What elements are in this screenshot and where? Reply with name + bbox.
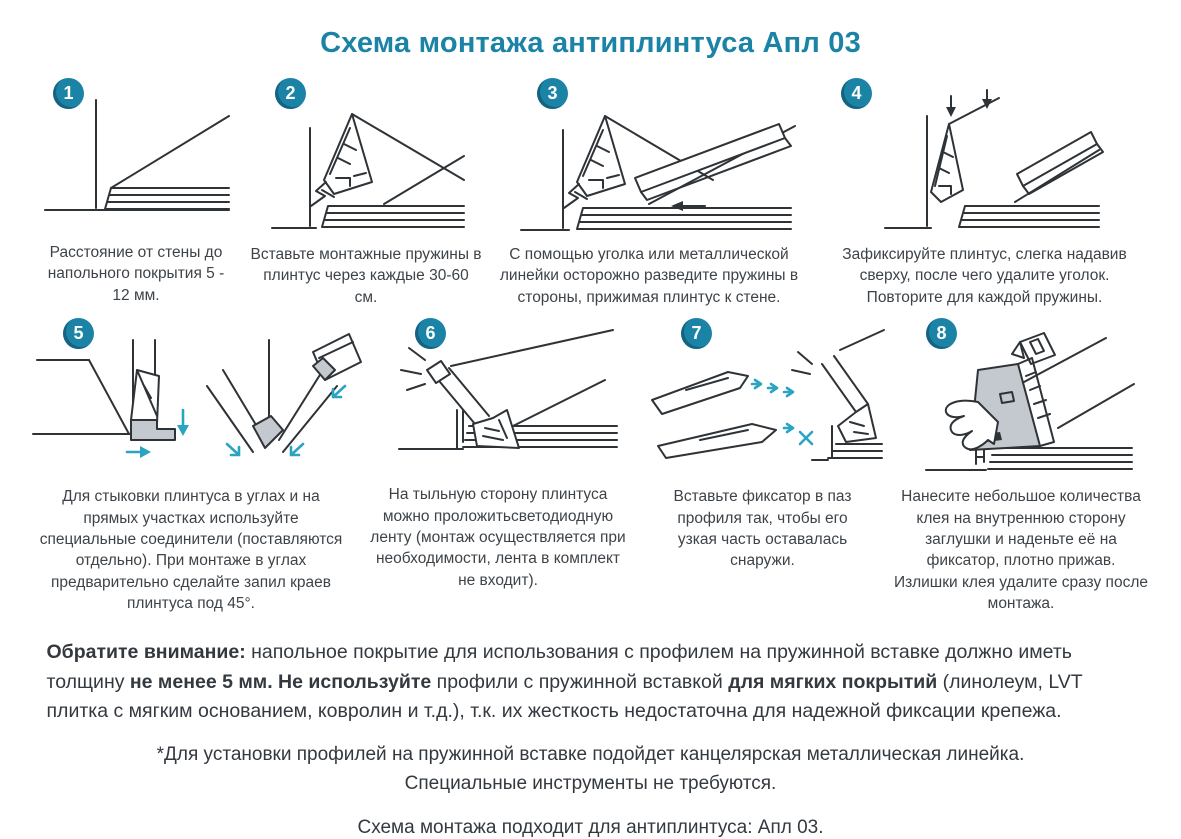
compatibility-line: Схема монтажа подходит для антиплинтуса: Апл 03. [357, 817, 824, 839]
step-8-caption: Нанесите небольшое количества клея на внутреннюю сторону заглушки и наденьте её на фиксатор, плотно прижав. Излишки клея удалите сразу после монтажа. [894, 488, 1148, 612]
step-1-number-badge: 1 [53, 78, 84, 109]
step-2-caption: Вставьте монтажные пружины в плинтус через каждые 30-60 см. [250, 246, 482, 306]
step-3-illustration [499, 86, 799, 236]
plinth-cross-section [473, 410, 519, 448]
fixator [658, 424, 776, 458]
right-arrow-icon [784, 424, 793, 432]
plinth-edge-line [949, 98, 999, 124]
step-7-number-badge: 7 [681, 318, 712, 349]
step-3-number-badge: 3 [537, 78, 568, 109]
step-1 [25, 76, 247, 308]
straight-connector [131, 420, 175, 440]
right-arrow-icon [784, 388, 793, 396]
step-5-caption: Для стыковки плинтуса в углах и на прямых участках используйте специальные соединители (поставляются отдельно). При монтаже в углах предварительно сделайте запил краев плинтуса под 45°. [39, 488, 343, 612]
footnote-line-2: Специальные инструменты не требуются. [404, 772, 777, 794]
corner-connector [253, 416, 283, 448]
light-rays-icon [792, 352, 812, 374]
step-6-number-badge: 6 [415, 318, 446, 349]
down-left-arrow-icon [291, 444, 303, 455]
step-1-caption: Расстояние от стены до напольного покрытия 5 - 12 мм. [47, 244, 225, 304]
step-5-number-badge: 5 [63, 318, 94, 349]
step-8 [886, 316, 1156, 614]
glue-bottle-icon [1020, 333, 1055, 364]
step-7-illustration [640, 326, 885, 478]
step-5 [25, 316, 357, 614]
plinth-perspective-lines [451, 330, 613, 428]
fixator-stub [976, 450, 984, 464]
light-rays-icon [401, 348, 425, 390]
floor-perspective-line [384, 156, 464, 204]
footnote-line-1: *Для установки профилей на пружинной вставке подойдет канцелярская металлическая линейка. [156, 744, 1025, 766]
step-7-caption: Вставьте фиксатор в паз профиля так, чтобы его узкая часть оставалась снаружи. [673, 488, 852, 570]
step-2 [247, 76, 485, 308]
step-4-illustration [865, 86, 1105, 236]
step-2-number-badge: 2 [275, 78, 306, 109]
wall-bracket-lines [457, 410, 463, 448]
attention-notice: Обратите внимание: напольное покрытие для использования с профилем на пружинной вставке должно иметь толщину не менее 5 мм. Не используйте профили с пружинной вставкой для мягких покрытий (линолеум, LVT плитка с мягким основанием, ковролин и т.д.), т.к. их жесткость недостаточна для надежной фиксации крепежа. [46, 641, 1083, 722]
step-3-caption: С помощью уголка или металлической линейки осторожно разведите пружины в стороны, прижимая плинтус к стене. [499, 246, 799, 306]
floor-perspective-line [111, 116, 229, 188]
led-strip [427, 361, 450, 383]
right-arrow-icon [768, 384, 777, 392]
step-6 [357, 316, 639, 614]
step-8-number-badge: 8 [926, 318, 957, 349]
steps-row-1 [0, 60, 1181, 308]
corner-left-plinth-edges [207, 370, 265, 452]
steps-row-2 [0, 308, 1181, 614]
plinth-cross-section [324, 114, 372, 194]
step-4-caption: Зафиксируйте плинтус, слегка надавив сверху, после чего удалите уголок. Повторите для каждой пружины. [842, 246, 1127, 306]
floor-covering-stack [959, 206, 1099, 227]
plinth-edge-lines [822, 356, 868, 412]
metal-ruler [635, 124, 785, 192]
floor-covering-stack [322, 206, 464, 227]
right-arrowhead [140, 446, 151, 458]
fixator [652, 372, 748, 414]
step-3 [485, 76, 813, 308]
press-down-arrowhead [946, 107, 956, 117]
footnote [0, 741, 1181, 798]
plinth-cross-section [131, 370, 159, 424]
cross-arrows-icon [800, 432, 812, 444]
down-right-arrow-icon [227, 444, 239, 455]
push-left-arrowhead [671, 201, 683, 211]
step-6-illustration [373, 326, 623, 476]
step-4-number-badge: 4 [841, 78, 872, 109]
floor-covering-stack [988, 448, 1132, 469]
right-arrow-icon [752, 380, 761, 388]
down-arrowhead [177, 425, 189, 436]
step-4 [813, 76, 1156, 308]
page-title: Схема монтажа антиплинтуса Апл 03 [320, 27, 861, 59]
floor-covering-stack [577, 208, 791, 229]
plinth-cross-section [577, 116, 625, 196]
floor-covering-stack [828, 444, 882, 458]
plinth-perspective-line [840, 330, 884, 350]
corner-right-plinth-edges [279, 370, 337, 452]
floor-covering-stack [105, 188, 229, 209]
step-6-caption: На тыльную сторону плинтуса можно проложитьсветодиодную ленту (монтаж осуществляется при необходимости, лента в комплект не входит). [370, 486, 626, 589]
step-7 [639, 316, 886, 614]
floor-bevel-line [89, 360, 129, 434]
